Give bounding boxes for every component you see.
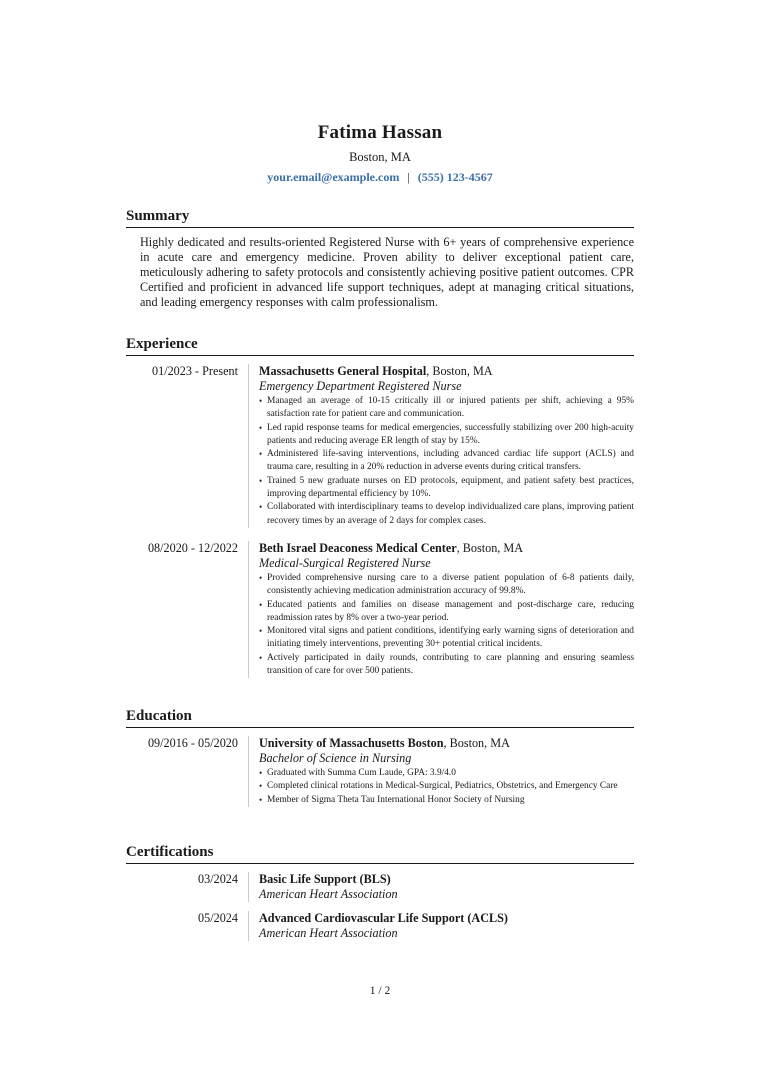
entry-body: [248, 872, 634, 902]
bullet-item: • Trained 5 new graduate nurses on ED protocols, equipment, and patient safety best practices, improving departmental efficiency by 10%.: [259, 475, 634, 502]
bullet-item: • Actively participated in daily rounds, contributing to care planning and ensuring seamless transition of care for over 500 patients.: [259, 652, 634, 679]
entry-location: , Boston, MA: [456, 540, 524, 555]
certification-entry: [126, 872, 634, 902]
bullet-item: • Collaborated with interdisciplinary teams to develop individualized care plans, improving patient recovery times by an average of 2 days for complex cases.: [259, 501, 634, 528]
certification-issuer: American Heart Association: [259, 926, 398, 940]
entry-date: 01/2023 - Present: [152, 364, 238, 378]
entry-location: , Boston, MA: [426, 364, 493, 378]
education-entry: [126, 736, 634, 807]
entry-bullets: [259, 767, 634, 807]
email-link[interactable]: your.email@example.com: [267, 170, 400, 184]
section-title-education: Education: [126, 708, 634, 728]
experience-section: [126, 336, 634, 678]
bullet-item: • Managed an average of 10-15 critically ill or injured patients per shift, achieving a 95% satisfaction rate for patient care and communication.: [259, 395, 634, 422]
entry-role: Emergency Department Registered Nurse: [259, 379, 462, 393]
certification-name: Advanced Cardiovascular Life Support (ACLS): [259, 911, 508, 925]
bullet-item: • Graduated with Summa Cum Laude, GPA: 3.9/4.0: [259, 767, 634, 780]
entry-bullets: [259, 572, 634, 678]
section-title-certifications: Certifications: [126, 844, 634, 864]
entry-body: [248, 911, 634, 941]
bullet-item: • Led rapid response teams for medical emergencies, successfully stabilizing over 200 high-acuity patients and reducing average ER length of stay by 15%.: [259, 422, 634, 449]
entry-date: 03/2024: [198, 872, 238, 886]
bullet-item: • Member of Sigma Theta Tau International Honor Society of Nursing: [259, 794, 634, 807]
entry-role: Bachelor of Science in Nursing: [259, 751, 412, 765]
education-section: [126, 708, 634, 807]
certification-issuer: American Heart Association: [259, 887, 398, 901]
bullet-item: • Administered life-saving interventions, including advanced cardiac life support (ACLS) and trauma care, resulting in a 20% reduction in adverse events during critical transfers.: [259, 448, 634, 475]
contact-line: [0, 170, 760, 185]
contact-separator: |: [407, 170, 410, 184]
entry-role: Medical-Surgical Registered Nurse: [259, 555, 431, 570]
entry-organization: University of Massachusetts Boston: [259, 736, 444, 750]
certifications-section: [126, 844, 634, 941]
bullet-item: • Educated patients and families on disease management and post-discharge care, reducing readmission rates by 8% over a two-year period.: [259, 599, 634, 626]
entry-date: 09/2016 - 05/2020: [147, 736, 238, 750]
section-title-experience: Experience: [126, 336, 634, 356]
candidate-location: Boston, MA: [349, 150, 411, 164]
entry-location: , Boston, MA: [443, 736, 510, 750]
section-title-summary: Summary: [126, 208, 634, 228]
summary-section: [126, 208, 634, 310]
phone-link[interactable]: (555) 123-4567: [417, 170, 493, 184]
entry-organization: Massachusetts General Hospital: [259, 364, 427, 378]
entry-body: [248, 736, 634, 807]
certification-name: Basic Life Support (BLS): [259, 872, 391, 886]
experience-entry: [126, 364, 634, 528]
candidate-name: Fatima Hassan: [317, 122, 443, 143]
bullet-item: • Completed clinical rotations in Medical-Surgical, Pediatrics, Obstetrics, and Emergency Care: [259, 780, 634, 793]
bullet-item: • Monitored vital signs and patient conditions, identifying early warning signs of deterioration and initiating timely interventions, preventing 30+ potential critical incidents.: [259, 625, 634, 652]
certification-entry: [126, 911, 634, 941]
experience-entry: [126, 541, 634, 678]
entry-date: 08/2020 - 12/2022: [147, 540, 238, 555]
resume-header: [0, 122, 760, 185]
entry-body: [248, 541, 634, 678]
entry-organization: Beth Israel Deaconess Medical Center: [259, 540, 457, 555]
page-number: 1 / 2: [369, 985, 391, 997]
summary-text: Highly dedicated and results-oriented Registered Nurse with 6+ years of comprehensive experience in acute care and emergency medicine. Proven ability to deliver exceptional patient care, meticulously adhering to safety protocols and consistently achieving positive patient outcomes. CPR Certified and proficient in advanced life support techniques, adept at managing critical situations, and leading emergency responses with calm professionalism.: [140, 235, 634, 309]
entry-bullets: [259, 395, 634, 528]
entry-body: [248, 364, 634, 528]
entry-date: 05/2024: [198, 911, 238, 925]
bullet-item: • Provided comprehensive nursing care to a diverse patient population of 6-8 patients daily, consistently achieving medication administration accuracy of 99.8%.: [259, 572, 634, 599]
